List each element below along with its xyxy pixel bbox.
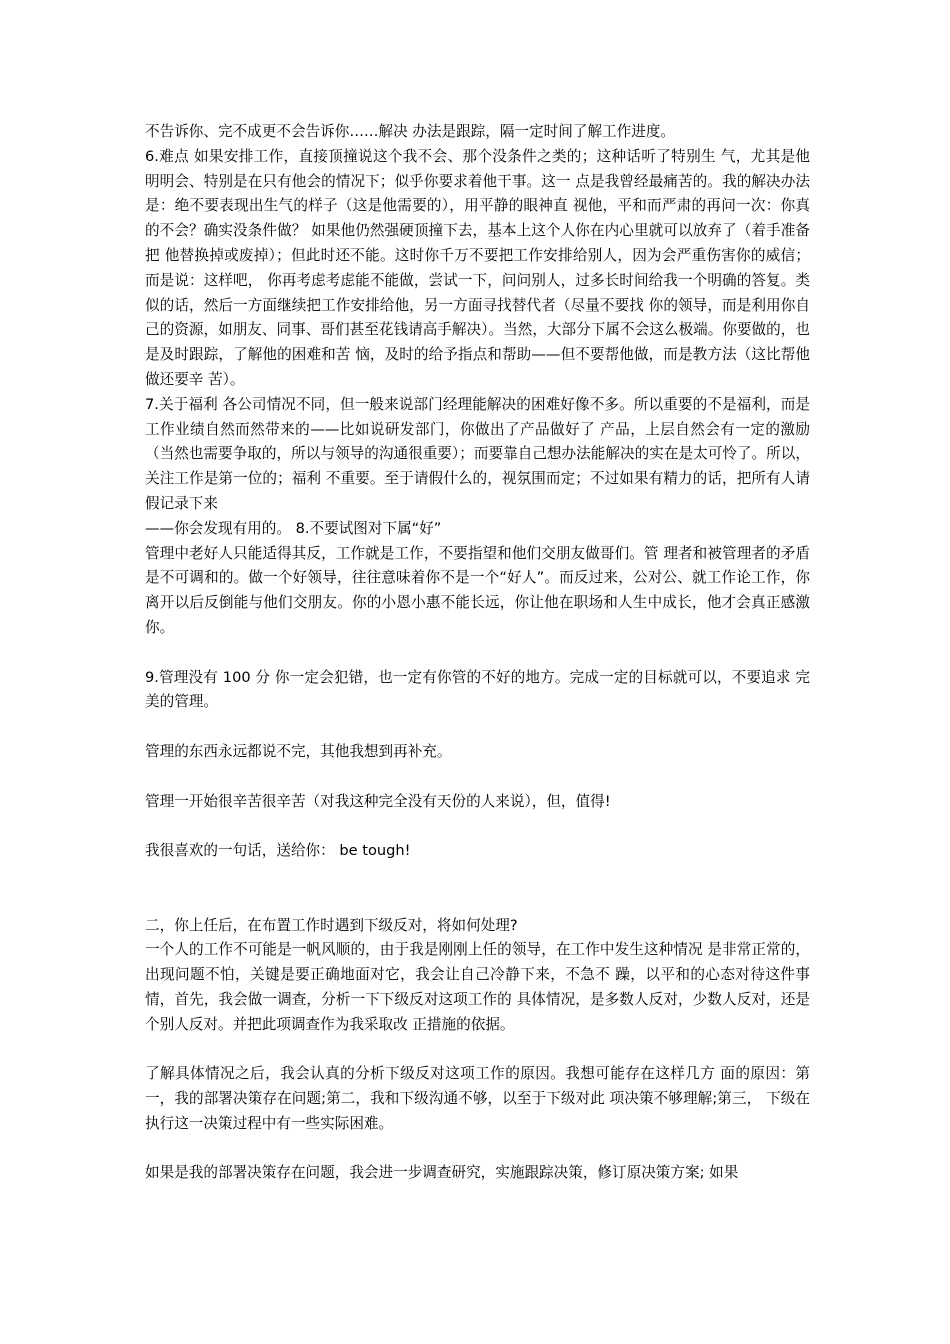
paragraph-point-8-heading: ——你会发现有用的。 8.不要试图对下属“好” (145, 519, 442, 537)
paragraph-intro: 不告诉你、完不成更不会告诉你……解决 办法是跟踪，隔一定时间了解工作进度。 (145, 123, 676, 140)
paragraph-point-7: 7.关于福利 各公司情况不同，但一般来说部门经理能解决的困难好像不多。所以重要的不是福利，而是工作业绩自然而然带来的——比如说研发部门，你做出了产品做好了 产品，上层自然会有一定的激励（当然也需要争取的，所以与领导的沟通很重要）；而要靠自己想办法能解决的实在是太可怜了。所以，关注工作是第一位的；福利 不重要。至于请假什么的，视氛围而定；不过如果有精力的话，把所有人请假记录下来 (145, 395, 810, 512)
document-page (145, 120, 810, 1186)
paragraph-point-9: 9.管理没有 100 分 你一定会犯错，也一定有你管的不好的地方。完成一定的目标就可以，不要追求 完美的管理。 (145, 668, 810, 711)
paragraph-section-two-decision: 如果是我的部署决策存在问题，我会进一步调查研究，实施跟踪决策，修订原决策方案; 如果 (145, 1164, 739, 1182)
section-two-heading: 二，你上任后，在布置工作时遇到下级反对，将如何处理? (145, 916, 518, 934)
paragraph-section-two-reasons: 了解具体情况之后，我会认真的分析下级反对这项工作的原因。我想可能存在这样几方 面的原因：第一，我的部署决策存在问题;第二，我和下级沟通不够，以至于下级对此 项决策不够理解;第三， 下级在执行这一决策过程中有一些实际困难。 (145, 1065, 810, 1132)
paragraph-supplement: 管理的东西永远都说不完，其他我想到再补充。 (145, 742, 452, 760)
paragraph-be-tough: 我很喜欢的一句话，送给你： be tough! (145, 842, 411, 860)
paragraph-point-6: 6.难点 如果安排工作，直接顶撞说这个我不会、那个没条件之类的；这种话听了特别生 气，尤其是他明明会、特别是在只有他会的情况下；似乎你要求着他干事。这一 点是我曾经最痛苦的。我的解决办法是：绝不要表现出生气的样子（这是他需要的），用平静的眼神直 视他，平和而严肃的再问一次：你真的不会？确实没条件做？ 如果他仍然强硬顶撞下去，基本上这个人你在内心里就可以放弃了（着手准备把 他替换掉或废掉）；但此时还不能。这时你千万不要把工作安排给别人，因为会严重伤害你的威信；而是说：这样吧， 你再考虑考虑能不能做，尝试一下，问问别人，过多长时间给我一个明确的答复。类似的话，然后一方面继续把工作安排给他，另一方面寻找替代者（尽量不要找 你的领导，而是利用你自己的资源，如朋友、同事、哥们甚至花钱请高手解决）。当然，大部分下属不会这么极端。你要做的，也是及时跟踪，了解他的困难和苦 恼，及时的给予指点和帮助——但不要帮他做，而是教方法（这比帮他做还要辛 苦）。 (145, 147, 810, 388)
paragraph-point-8: 管理中老好人只能适得其反，工作就是工作，不要指望和他们交朋友做哥们。管 理者和被管理者的矛盾是不可调和的。做一个好领导，往往意味着你不是一个“好人”。而反过来，公对公、就工作论工作，你离开以后反倒能与他们交朋友。你的小恩小惠不能长远，你让他在职场和人生中成长，他才会真正感激你。 (145, 544, 810, 636)
paragraph-section-two-intro: 一个人的工作不可能是一帆风顺的，由于我是刚刚上任的领导，在工作中发生这种情况 是非常正常的，出现问题不怕，关键是要正确地面对它，我会让自己冷静下来，不急不 躁，以平和的心态对待这件事情，首先，我会做一调查，分析一下下级反对这项工作的 具体情况，是多数人反对，少数人反对，还是个别人反对。并把此项调查作为我采取改 正措施的依据。 (145, 941, 810, 1033)
paragraph-hard-work: 管理一开始很辛苦很辛苦（对我这种完全没有天份的人来说），但，值得! (145, 792, 611, 810)
